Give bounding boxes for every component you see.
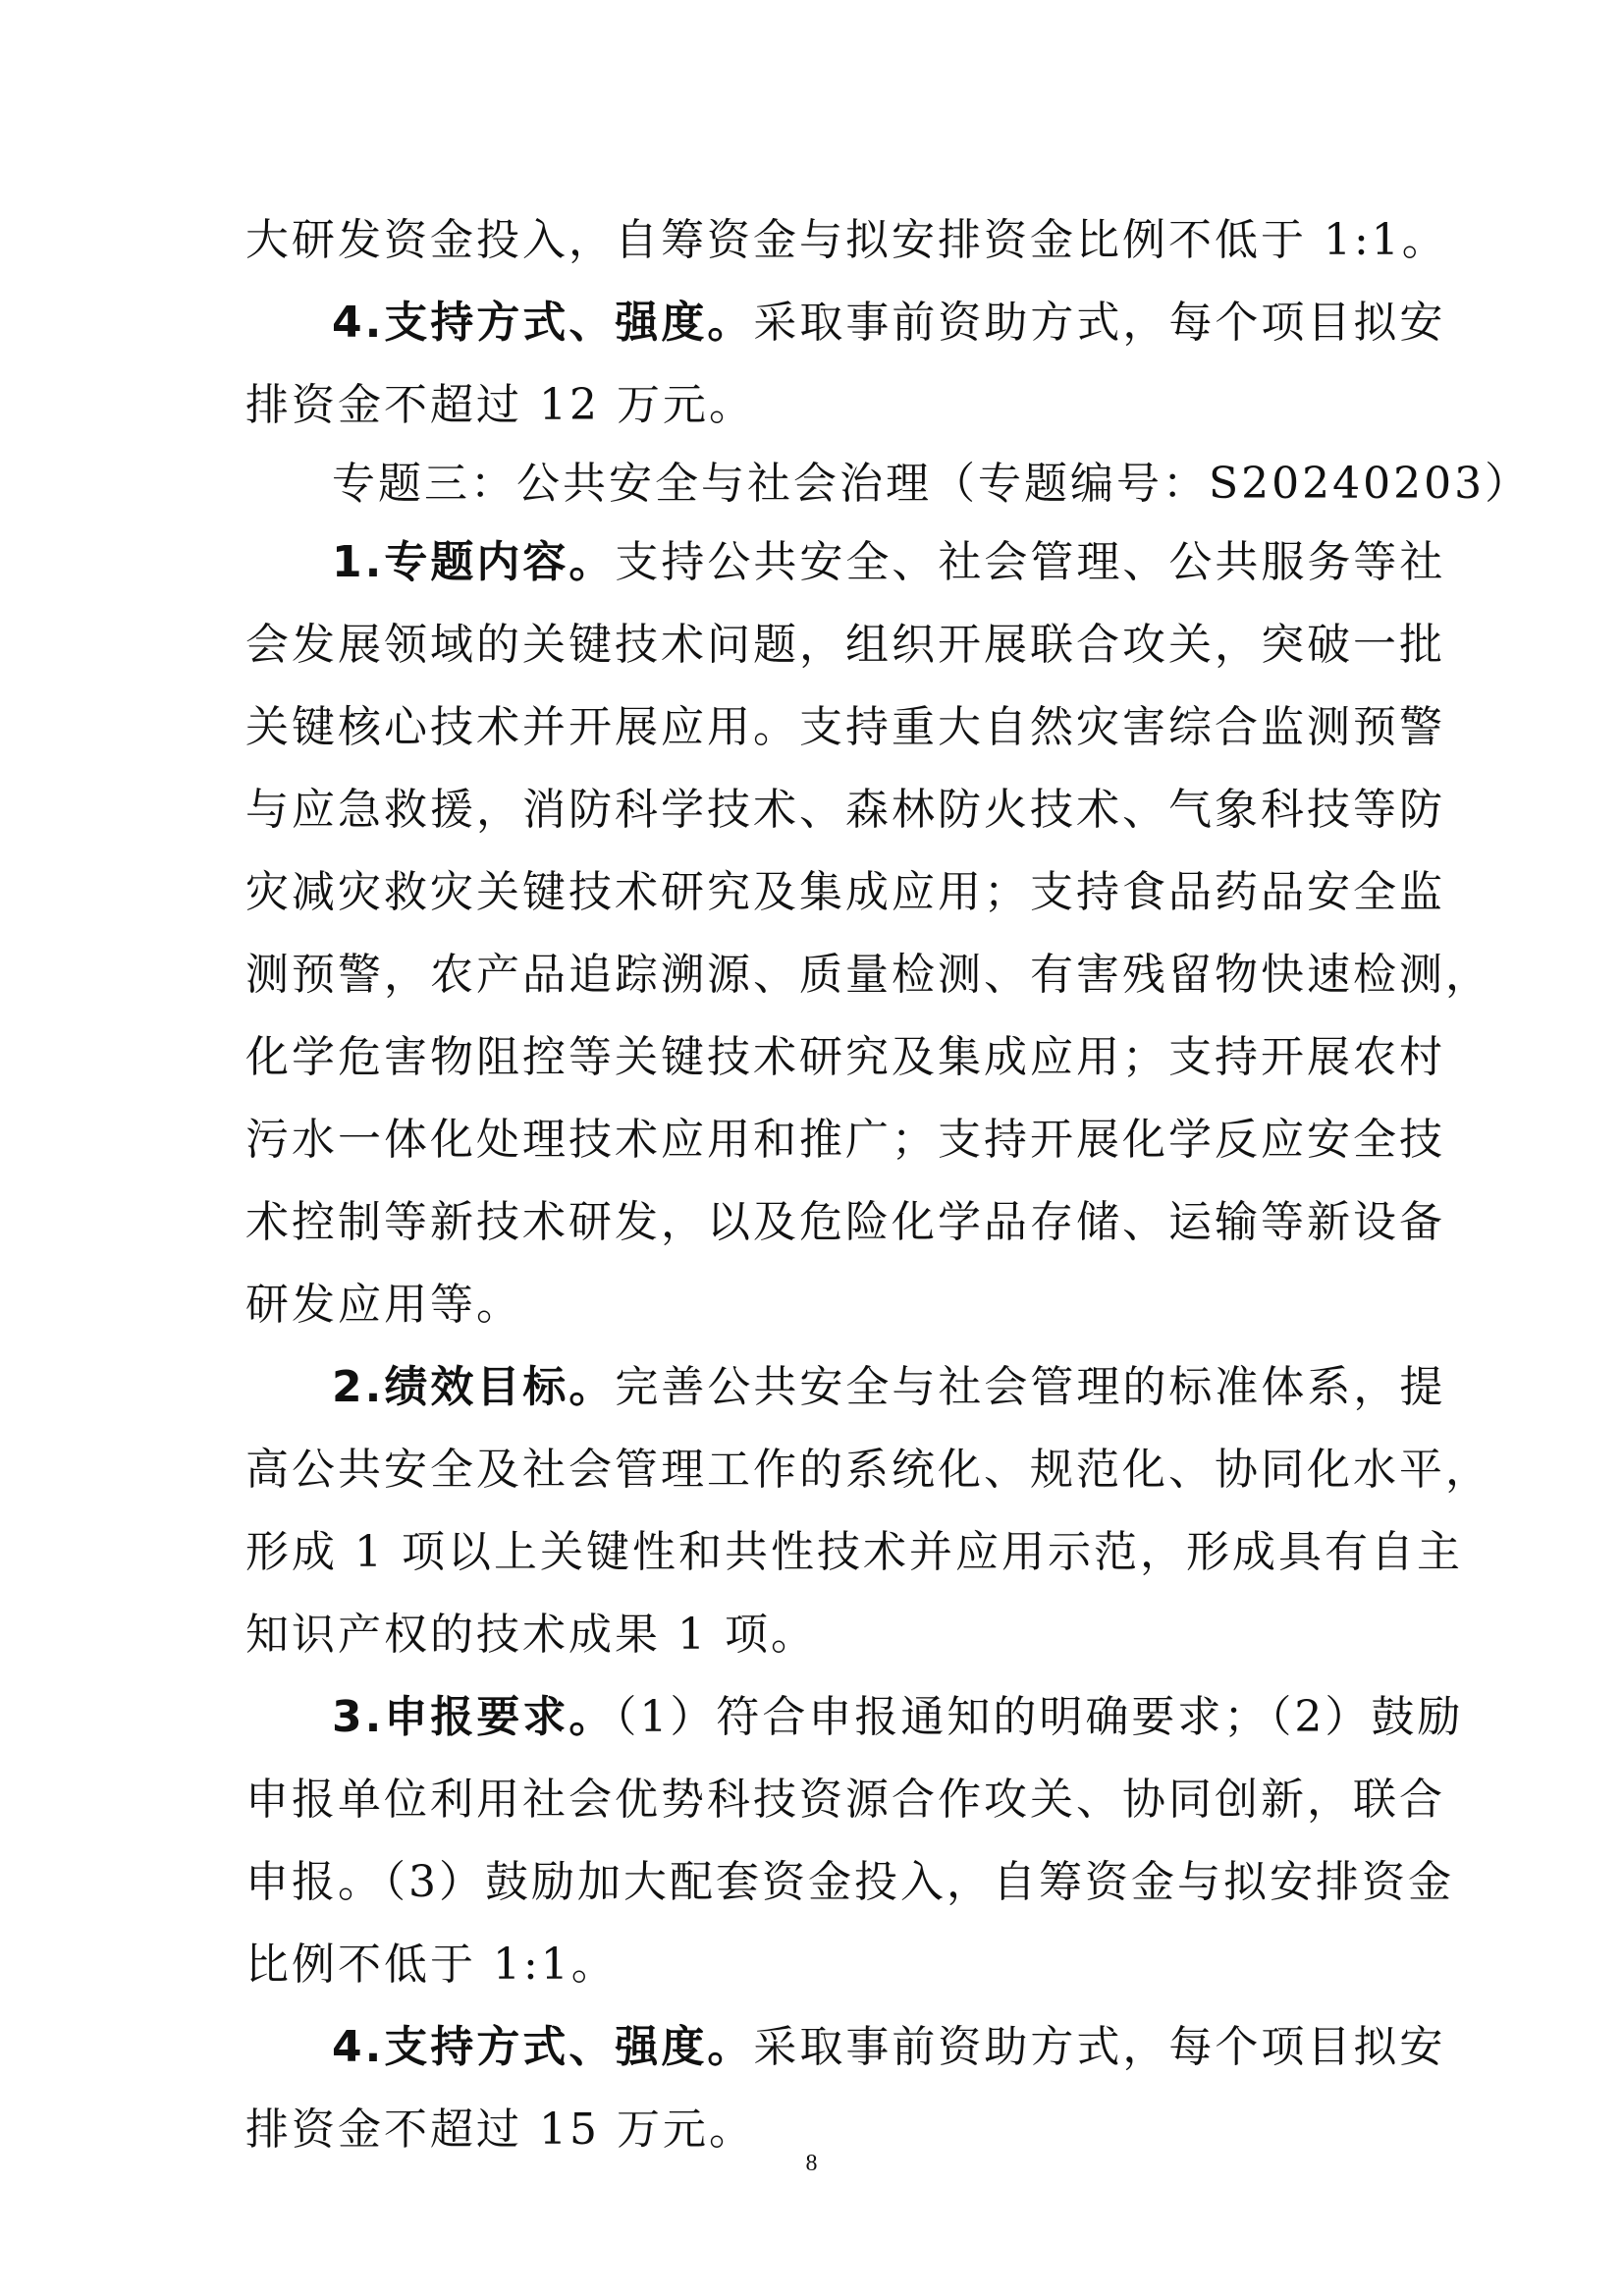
page-number: 8 xyxy=(805,2151,818,2176)
paragraph-line: 4.支持方式、强度。采取事前资助方式，每个项目拟安 xyxy=(332,298,1446,348)
paragraph-line: 4.支持方式、强度。采取事前资助方式，每个项目拟安 xyxy=(332,2022,1446,2072)
section-heading: 1.专题内容。 xyxy=(332,537,616,587)
paragraph-line: 术控制等新技术研发，以及危险化学品存储、运输等新设备 xyxy=(245,1197,1445,1247)
section-heading: 2.绩效目标。 xyxy=(332,1362,616,1412)
paragraph-line: 会发展领域的关键技术问题，组织开展联合攻关，突破一批 xyxy=(245,620,1445,670)
paragraph-line: 污水一体化处理技术应用和推广；支持开展化学反应安全技 xyxy=(245,1115,1445,1165)
paragraph-line: 形成 1 项以上关键性和共性技术并应用示范，形成具有自主 xyxy=(245,1527,1463,1577)
paragraph-line: 排资金不超过 12 万元。 xyxy=(245,380,755,430)
paragraph-line: 与应急救援，消防科学技术、森林防火技术、气象科技等防 xyxy=(245,785,1445,835)
paragraph-line: 1.专题内容。支持公共安全、社会管理、公共服务等社 xyxy=(332,537,1446,587)
paragraph-line: 2.绩效目标。完善公共安全与社会管理的标准体系，提 xyxy=(332,1362,1446,1412)
paragraph-line: 灾减灾救灾关键技术研究及集成应用；支持食品药品安全监 xyxy=(245,867,1445,917)
paragraph-line: 比例不低于 1:1。 xyxy=(245,1940,618,1990)
section-heading: 3.申报要求。 xyxy=(332,1692,616,1742)
paragraph-line: 测预警，农产品追踪溯源、质量检测、有害残留物快速检测， xyxy=(245,950,1491,1000)
paragraph-line: 排资金不超过 15 万元。 xyxy=(245,2105,755,2155)
paragraph-line: 大研发资金投入，自筹资金与拟安排资金比例不低于 1:1。 xyxy=(245,215,1448,265)
paragraph-line: 申报。（3）鼓励加大配套资金投入，自筹资金与拟安排资金 xyxy=(245,1857,1454,1907)
paragraph-line: 研发应用等。 xyxy=(245,1280,522,1330)
section-heading: 4.支持方式、强度。 xyxy=(332,2022,754,2072)
section-heading: 4.支持方式、强度。 xyxy=(332,298,754,348)
paragraph-line: 关键核心技术并开展应用。支持重大自然灾害综合监测预警 xyxy=(245,702,1445,752)
paragraph-line: 申报单位利用社会优势科技资源合作攻关、协同创新，联合 xyxy=(245,1775,1445,1825)
paragraph-line: 高公共安全及社会管理工作的系统化、规范化、协同化水平， xyxy=(245,1445,1491,1495)
paragraph-line: 化学危害物阻控等关键技术研究及集成应用；支持开展农村 xyxy=(245,1032,1445,1082)
paragraph-line: 知识产权的技术成果 1 项。 xyxy=(245,1610,817,1660)
topic-title: 专题三：公共安全与社会治理（专题编号：S20240203） xyxy=(332,459,1532,509)
paragraph-line: 3.申报要求。（1）符合申报通知的明确要求；（2）鼓励 xyxy=(332,1692,1464,1742)
